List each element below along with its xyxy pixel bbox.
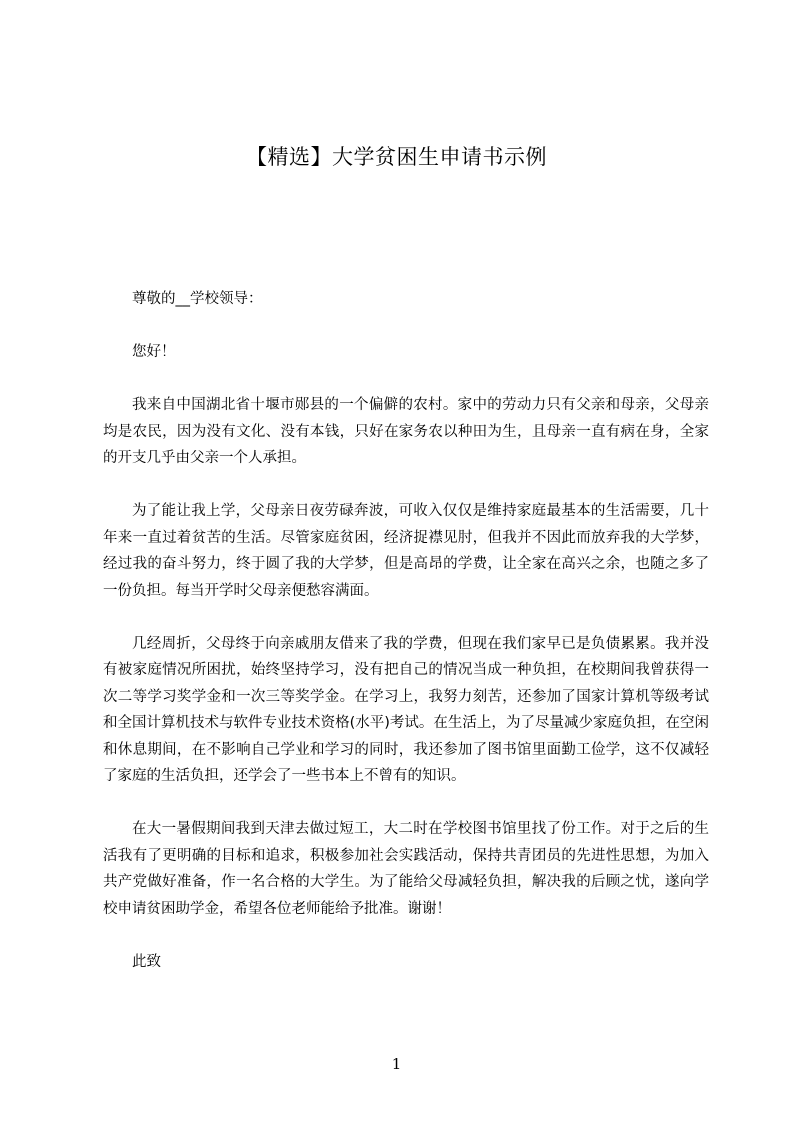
salutation: 尊敬的__学校领导： bbox=[132, 291, 263, 307]
page-number: 1 bbox=[391, 1055, 402, 1073]
document-title: 【精选】大学贫困生申请书示例 bbox=[246, 145, 547, 169]
paragraph-family-background: 我来自中国湖北省十堰市郧县的一个偏僻的农村。家中的劳动力只有父亲和母亲，父母亲均是农民，因为没有文化、没有本钱，只好在家务农以种田为生，且母亲一直有病在身，全家的开支几乎由父亲一个人承担。 bbox=[103, 397, 709, 466]
letter-body bbox=[103, 286, 709, 975]
greeting: 您好！ bbox=[132, 344, 176, 360]
paragraph-study-achievements: 几经周折，父母终于向亲戚朋友借来了我的学费，但现在我们家早已是负债累累。我并没有被家庭情况所困扰，始终坚持学习，没有把自己的情况当成一种负担，在校期间我曾获得一次二等学习奖学金和一次三等奖学金。在学习上，我努力刻苦，还参加了国家计算机等级考试和全国计算机技术与软件专业技术资格(水平)考试。在生活上，为了尽量减少家庭负担，在空闲和休息期间，在不影响自己学业和学习的同时，我还参加了图书馆里面勤工俭学，这不仅减轻了家庭的生活负担，还学会了一些书本上不曾有的知识。 bbox=[103, 635, 709, 784]
closing: 此致 bbox=[132, 953, 161, 970]
paragraph-family-hardship: 为了能让我上学，父母亲日夜劳碌奔波，可收入仅仅是维持家庭最基本的生活需要，几十年来一直过着贫苦的生活。尽管家庭贫困，经济捉襟见肘，但我并不因此而放弃我的大学梦，经过我的奋斗努力，终于圆了我的大学梦，但是高昂的学费，让全家在高兴之余，也随之多了一份负担。每当开学时父母亲便愁容满面。 bbox=[103, 503, 709, 599]
paragraph-application-request: 在大一暑假期间我到天津去做过短工，大二时在学校图书馆里找了份工作。对于之后的生活我有了更明确的目标和追求，积极参加社会实践活动，保持共青团员的先进性思想，为加入共产党做好准备，作一名合格的大学生。为了能给父母减轻负担，解决我的后顾之忧，遂向学校申请贫困助学金，希望各位老师能给予批准。谢谢！ bbox=[103, 821, 709, 917]
